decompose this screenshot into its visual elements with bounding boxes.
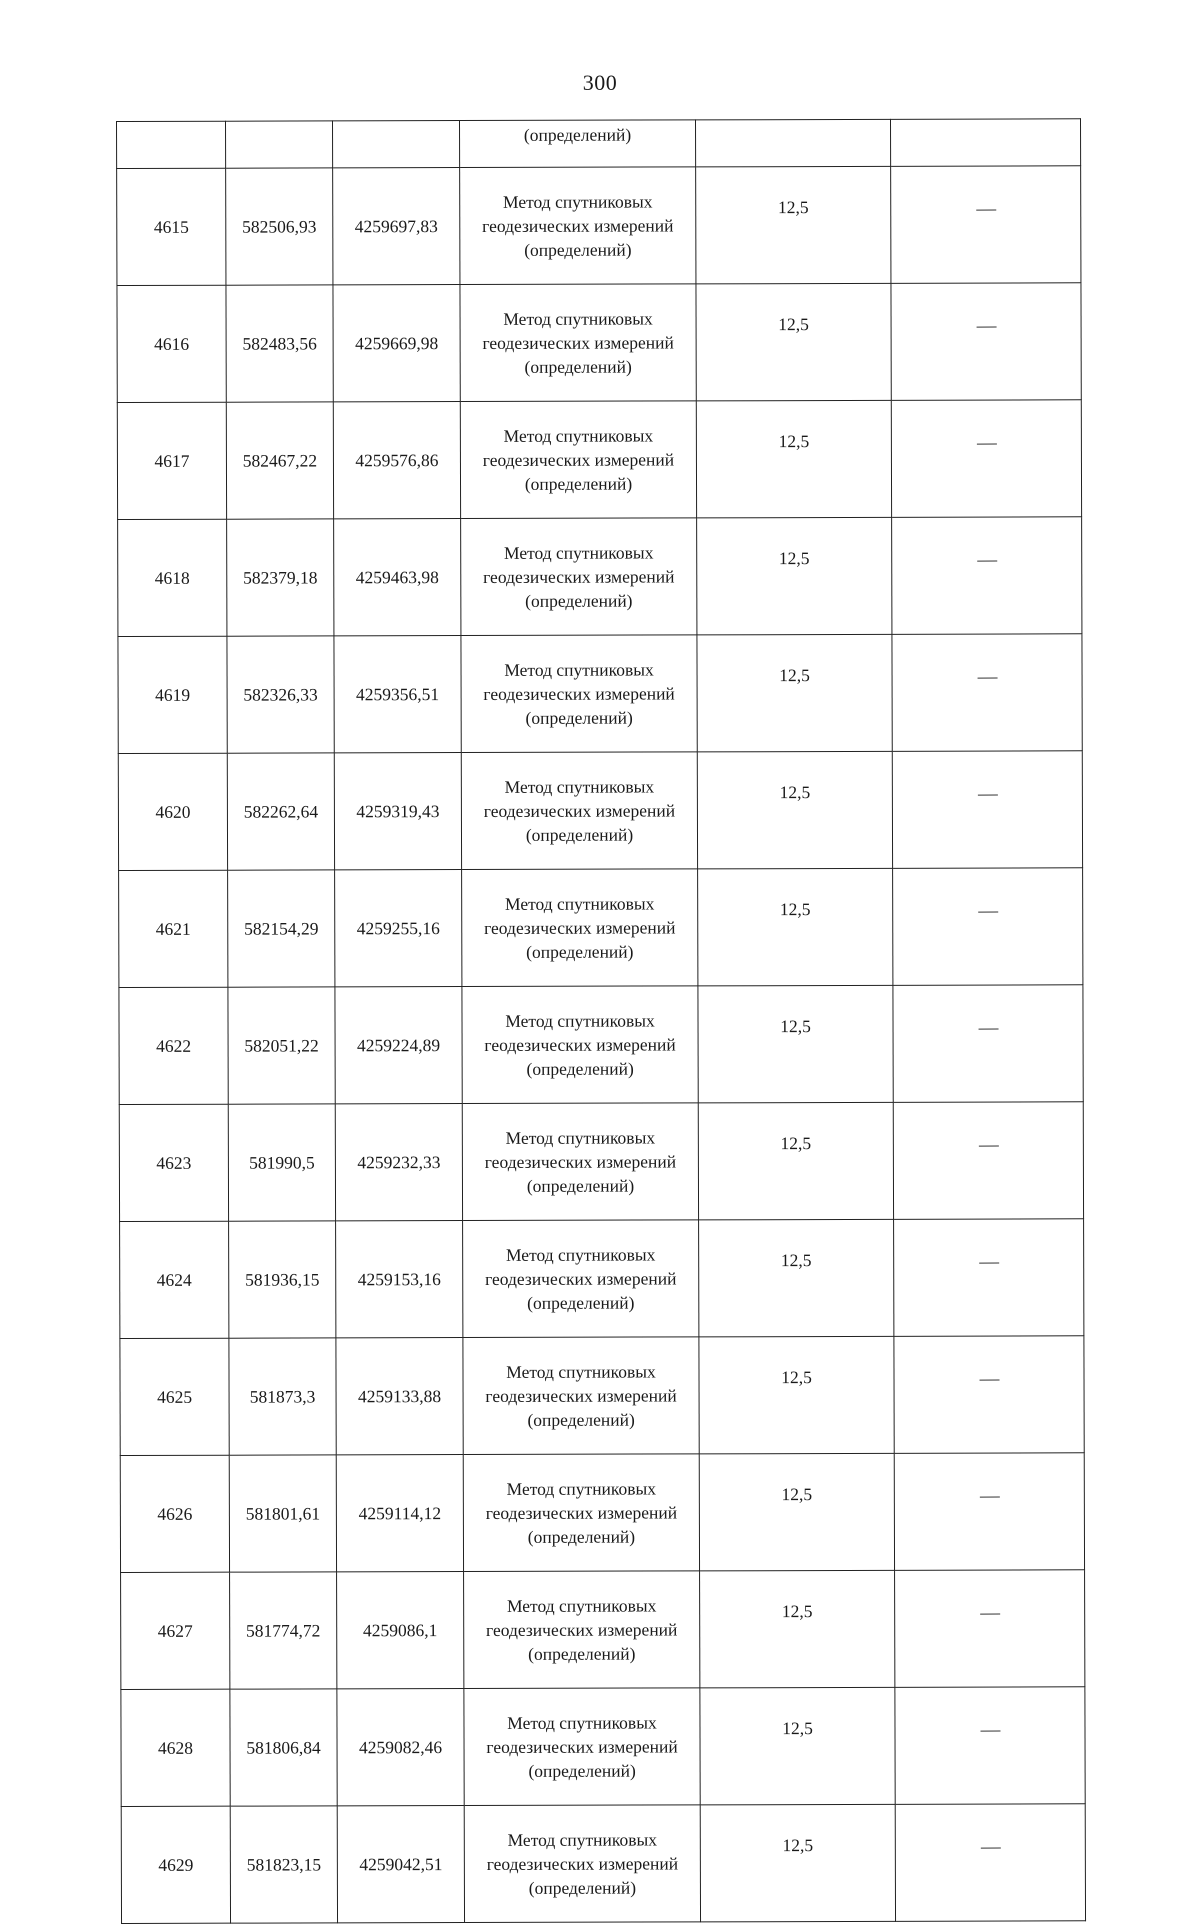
cell-method: [462, 1103, 698, 1221]
cell-x-coordinate: 582326,33: [227, 636, 334, 753]
method-line: (определений): [527, 1526, 636, 1547]
cell-point-number: 4620: [118, 753, 227, 870]
cell-point-number: 4618: [118, 519, 227, 636]
cell-accuracy: 12,5: [700, 1687, 895, 1805]
method-line: Метод спутниковых: [507, 1829, 658, 1850]
method-line: (определений): [527, 1409, 635, 1430]
cell-y-coordinate: 4259356,51: [334, 636, 461, 753]
method-line: (определений): [525, 707, 633, 728]
cell-y-coordinate: 4259232,33: [335, 1104, 462, 1221]
cell-y-coordinate: 4259463,98: [334, 519, 461, 636]
table-row: [119, 868, 1083, 988]
cell-method: [463, 1337, 699, 1455]
cell-point-number: 4622: [119, 987, 228, 1104]
table-row: [119, 985, 1083, 1105]
cell-method: [464, 1688, 700, 1806]
cell-y-coordinate: 4259133,88: [336, 1338, 463, 1455]
method-line: Метод спутниковых: [504, 659, 654, 680]
cell-accuracy: 12,5: [700, 1804, 895, 1922]
cell-y-coordinate: 4259082,46: [337, 1689, 464, 1806]
dash-mark: [976, 210, 996, 211]
continuation-row: [117, 119, 1081, 169]
method-line: Метод спутниковых: [504, 776, 655, 797]
method-line: Метод спутниковых: [506, 1595, 657, 1616]
method-line: геодезических измерений: [482, 449, 675, 470]
cell-point-number: 4627: [121, 1572, 230, 1689]
method-line: геодезических измерений: [486, 1853, 679, 1874]
method-line: геодезических измерений: [485, 1268, 677, 1289]
cell-y-coordinate: 4259153,16: [336, 1221, 463, 1338]
method-line: (определений): [528, 1877, 637, 1898]
cell-y-coordinate: 4259042,51: [337, 1806, 464, 1923]
cell-point-number: 4617: [117, 402, 226, 519]
cell-accuracy: [695, 119, 890, 167]
cell-note: [894, 1219, 1084, 1337]
cell-note: [891, 283, 1081, 401]
method-line: Метод спутниковых: [507, 1712, 657, 1733]
cell-accuracy: 12,5: [698, 985, 893, 1103]
table-row: [118, 751, 1082, 871]
cell-point-number: 4616: [117, 285, 226, 402]
table-row: [120, 1336, 1084, 1456]
cell-method: [461, 752, 697, 870]
method-line: геодезических измерений: [483, 566, 675, 587]
cell-method: [463, 1220, 699, 1338]
page-number: 300: [582, 70, 618, 95]
cell-method: (определений): [460, 120, 696, 168]
method-line: (определений): [526, 1058, 634, 1079]
cell-method: [463, 1454, 699, 1572]
cell-x-coordinate: 581823,15: [230, 1806, 337, 1923]
cell-x-coordinate: 581806,84: [230, 1689, 337, 1806]
method-line: геодезических измерений: [485, 1385, 677, 1406]
method-line: геодезических измерений: [486, 1736, 678, 1757]
cell-note: [893, 985, 1083, 1103]
cell-note: [890, 119, 1080, 167]
cell-x-coordinate: 582506,93: [226, 168, 333, 285]
cell-method: [460, 401, 696, 519]
method-line: Метод спутниковых: [506, 1478, 657, 1499]
cell-accuracy: 12,5: [699, 1453, 894, 1571]
cell-x-coordinate: 581936,15: [229, 1221, 336, 1338]
method-line: Метод спутниковых: [504, 893, 655, 914]
cell-y-coordinate: 4259224,89: [335, 987, 462, 1104]
table-row: [121, 1804, 1085, 1924]
cell-method: [462, 869, 698, 987]
dash-mark: [977, 561, 997, 562]
cell-x-coordinate: 582262,64: [227, 753, 334, 870]
cell-x-coordinate: 581801,61: [229, 1455, 336, 1572]
method-line: геодезических измерений: [484, 917, 676, 938]
method-line: (определений): [524, 473, 633, 494]
method-line: Метод спутниковых: [503, 425, 654, 446]
method-line: (определений): [528, 1643, 636, 1664]
method-line: геодезических измерений: [485, 1502, 678, 1523]
cell-note: [895, 1687, 1085, 1805]
cell-note: [891, 166, 1081, 284]
method-line: Метод спутниковых: [503, 542, 654, 563]
cell-note: [892, 634, 1082, 752]
dash-mark: [980, 1614, 1000, 1615]
method-line: (определений): [526, 941, 634, 962]
coordinates-table: [116, 118, 1086, 1924]
method-line: геодезических измерений: [483, 683, 675, 704]
cell-accuracy: 12,5: [696, 283, 891, 401]
table-row: [119, 1102, 1083, 1222]
method-line: Метод спутниковых: [505, 1010, 655, 1031]
cell-x: [226, 121, 333, 168]
dash-mark: [978, 912, 998, 913]
dash-mark: [980, 1848, 1000, 1849]
cell-y-coordinate: 4259319,43: [334, 753, 461, 870]
cell-x-coordinate: 582379,18: [227, 519, 334, 636]
cell-method: [461, 518, 697, 636]
cell-note: [894, 1336, 1084, 1454]
method-line: геодезических измерений: [482, 332, 674, 353]
method-line: (определений): [525, 590, 633, 611]
table-row: [121, 1687, 1085, 1807]
method-line: геодезических измерений: [484, 1034, 676, 1055]
cell-note: [893, 868, 1083, 986]
cell-accuracy: 12,5: [699, 1219, 894, 1337]
cell-point-number: 4619: [118, 636, 227, 753]
cell-accuracy: 12,5: [696, 166, 891, 284]
cell-y: [333, 121, 460, 168]
table-row: [118, 634, 1082, 754]
cell-y-coordinate: 4259114,12: [336, 1455, 463, 1572]
cell-accuracy: 12,5: [697, 634, 892, 752]
cell-y-coordinate: 4259086,1: [337, 1572, 464, 1689]
dash-mark: [977, 678, 997, 679]
dash-mark: [978, 1029, 998, 1030]
method-line: (определений): [527, 1292, 635, 1313]
cell-accuracy: 12,5: [697, 751, 892, 869]
cell-accuracy: 12,5: [696, 400, 891, 518]
dash-mark: [979, 1380, 999, 1381]
dash-mark: [976, 327, 996, 328]
cell-point-number: 4615: [117, 168, 226, 285]
dash-mark: [978, 1146, 998, 1147]
cell-method: [464, 1805, 700, 1923]
cell-point-number: 4626: [120, 1455, 229, 1572]
cell-y-coordinate: 4259255,16: [335, 870, 462, 987]
table-row: [118, 517, 1082, 637]
table-row: [121, 1570, 1085, 1690]
cell-point-number: 4625: [120, 1338, 229, 1455]
dash-mark: [980, 1731, 1000, 1732]
cell-accuracy: 12,5: [699, 1336, 894, 1454]
cell-note: [895, 1804, 1085, 1922]
cell-x-coordinate: 581990,5: [228, 1104, 335, 1221]
method-line: геодезических измерений: [482, 215, 674, 236]
method-line: (определений): [526, 1175, 635, 1196]
cell-y-coordinate: 4259669,98: [333, 285, 460, 402]
dash-mark: [976, 444, 996, 445]
method-line: (определений): [524, 239, 632, 260]
cell-note: [894, 1453, 1084, 1571]
table-row: [120, 1453, 1084, 1573]
cell-point: [117, 121, 226, 168]
table-row: [117, 283, 1081, 403]
method-line: Метод спутниковых: [505, 1127, 656, 1148]
method-line: Метод спутниковых: [506, 1361, 656, 1382]
cell-accuracy: 12,5: [698, 868, 893, 986]
cell-accuracy: 12,5: [698, 1102, 893, 1220]
table-row: [117, 400, 1081, 520]
cell-note: [893, 1102, 1083, 1220]
cell-method: [461, 635, 697, 753]
cell-x-coordinate: 582467,22: [226, 402, 333, 519]
dash-mark: [977, 795, 997, 796]
dash-mark: [979, 1263, 999, 1264]
method-line: Метод спутниковых: [505, 1244, 656, 1265]
cell-point-number: 4623: [119, 1104, 228, 1221]
cell-x-coordinate: 582051,22: [228, 987, 335, 1104]
cell-accuracy: 12,5: [697, 517, 892, 635]
method-line: геодезических измерений: [483, 800, 676, 821]
cell-y-coordinate: 4259576,86: [333, 402, 460, 519]
method-line: Метод спутниковых: [502, 191, 653, 212]
method-line: (определений): [524, 356, 632, 377]
cell-accuracy: 12,5: [700, 1570, 895, 1688]
method-line: Метод спутниковых: [503, 308, 653, 329]
cell-note: [892, 517, 1082, 635]
cell-note: [895, 1570, 1085, 1688]
cell-note: [891, 400, 1081, 518]
table-body: [117, 119, 1086, 1924]
cell-y-coordinate: 4259697,83: [333, 168, 460, 285]
cell-point-number: 4629: [121, 1806, 230, 1923]
cell-method: [460, 284, 696, 402]
table-row: [117, 166, 1081, 286]
cell-point-number: 4621: [119, 870, 228, 987]
cell-method: [464, 1571, 700, 1689]
cell-note: [892, 751, 1082, 869]
cell-x-coordinate: 582154,29: [228, 870, 335, 987]
method-line: (определений): [528, 1760, 636, 1781]
method-line: геодезических измерений: [484, 1151, 677, 1172]
cell-x-coordinate: 581873,3: [229, 1338, 336, 1455]
cell-method: [462, 986, 698, 1104]
cell-method: [460, 167, 696, 285]
table-row: [120, 1219, 1084, 1339]
method-line: геодезических измерений: [485, 1619, 678, 1640]
dash-mark: [979, 1497, 999, 1498]
cell-point-number: 4624: [120, 1221, 229, 1338]
cell-point-number: 4628: [121, 1689, 230, 1806]
method-line: (определений): [525, 824, 634, 845]
cell-x-coordinate: 581774,72: [230, 1572, 337, 1689]
cell-x-coordinate: 582483,56: [226, 285, 333, 402]
